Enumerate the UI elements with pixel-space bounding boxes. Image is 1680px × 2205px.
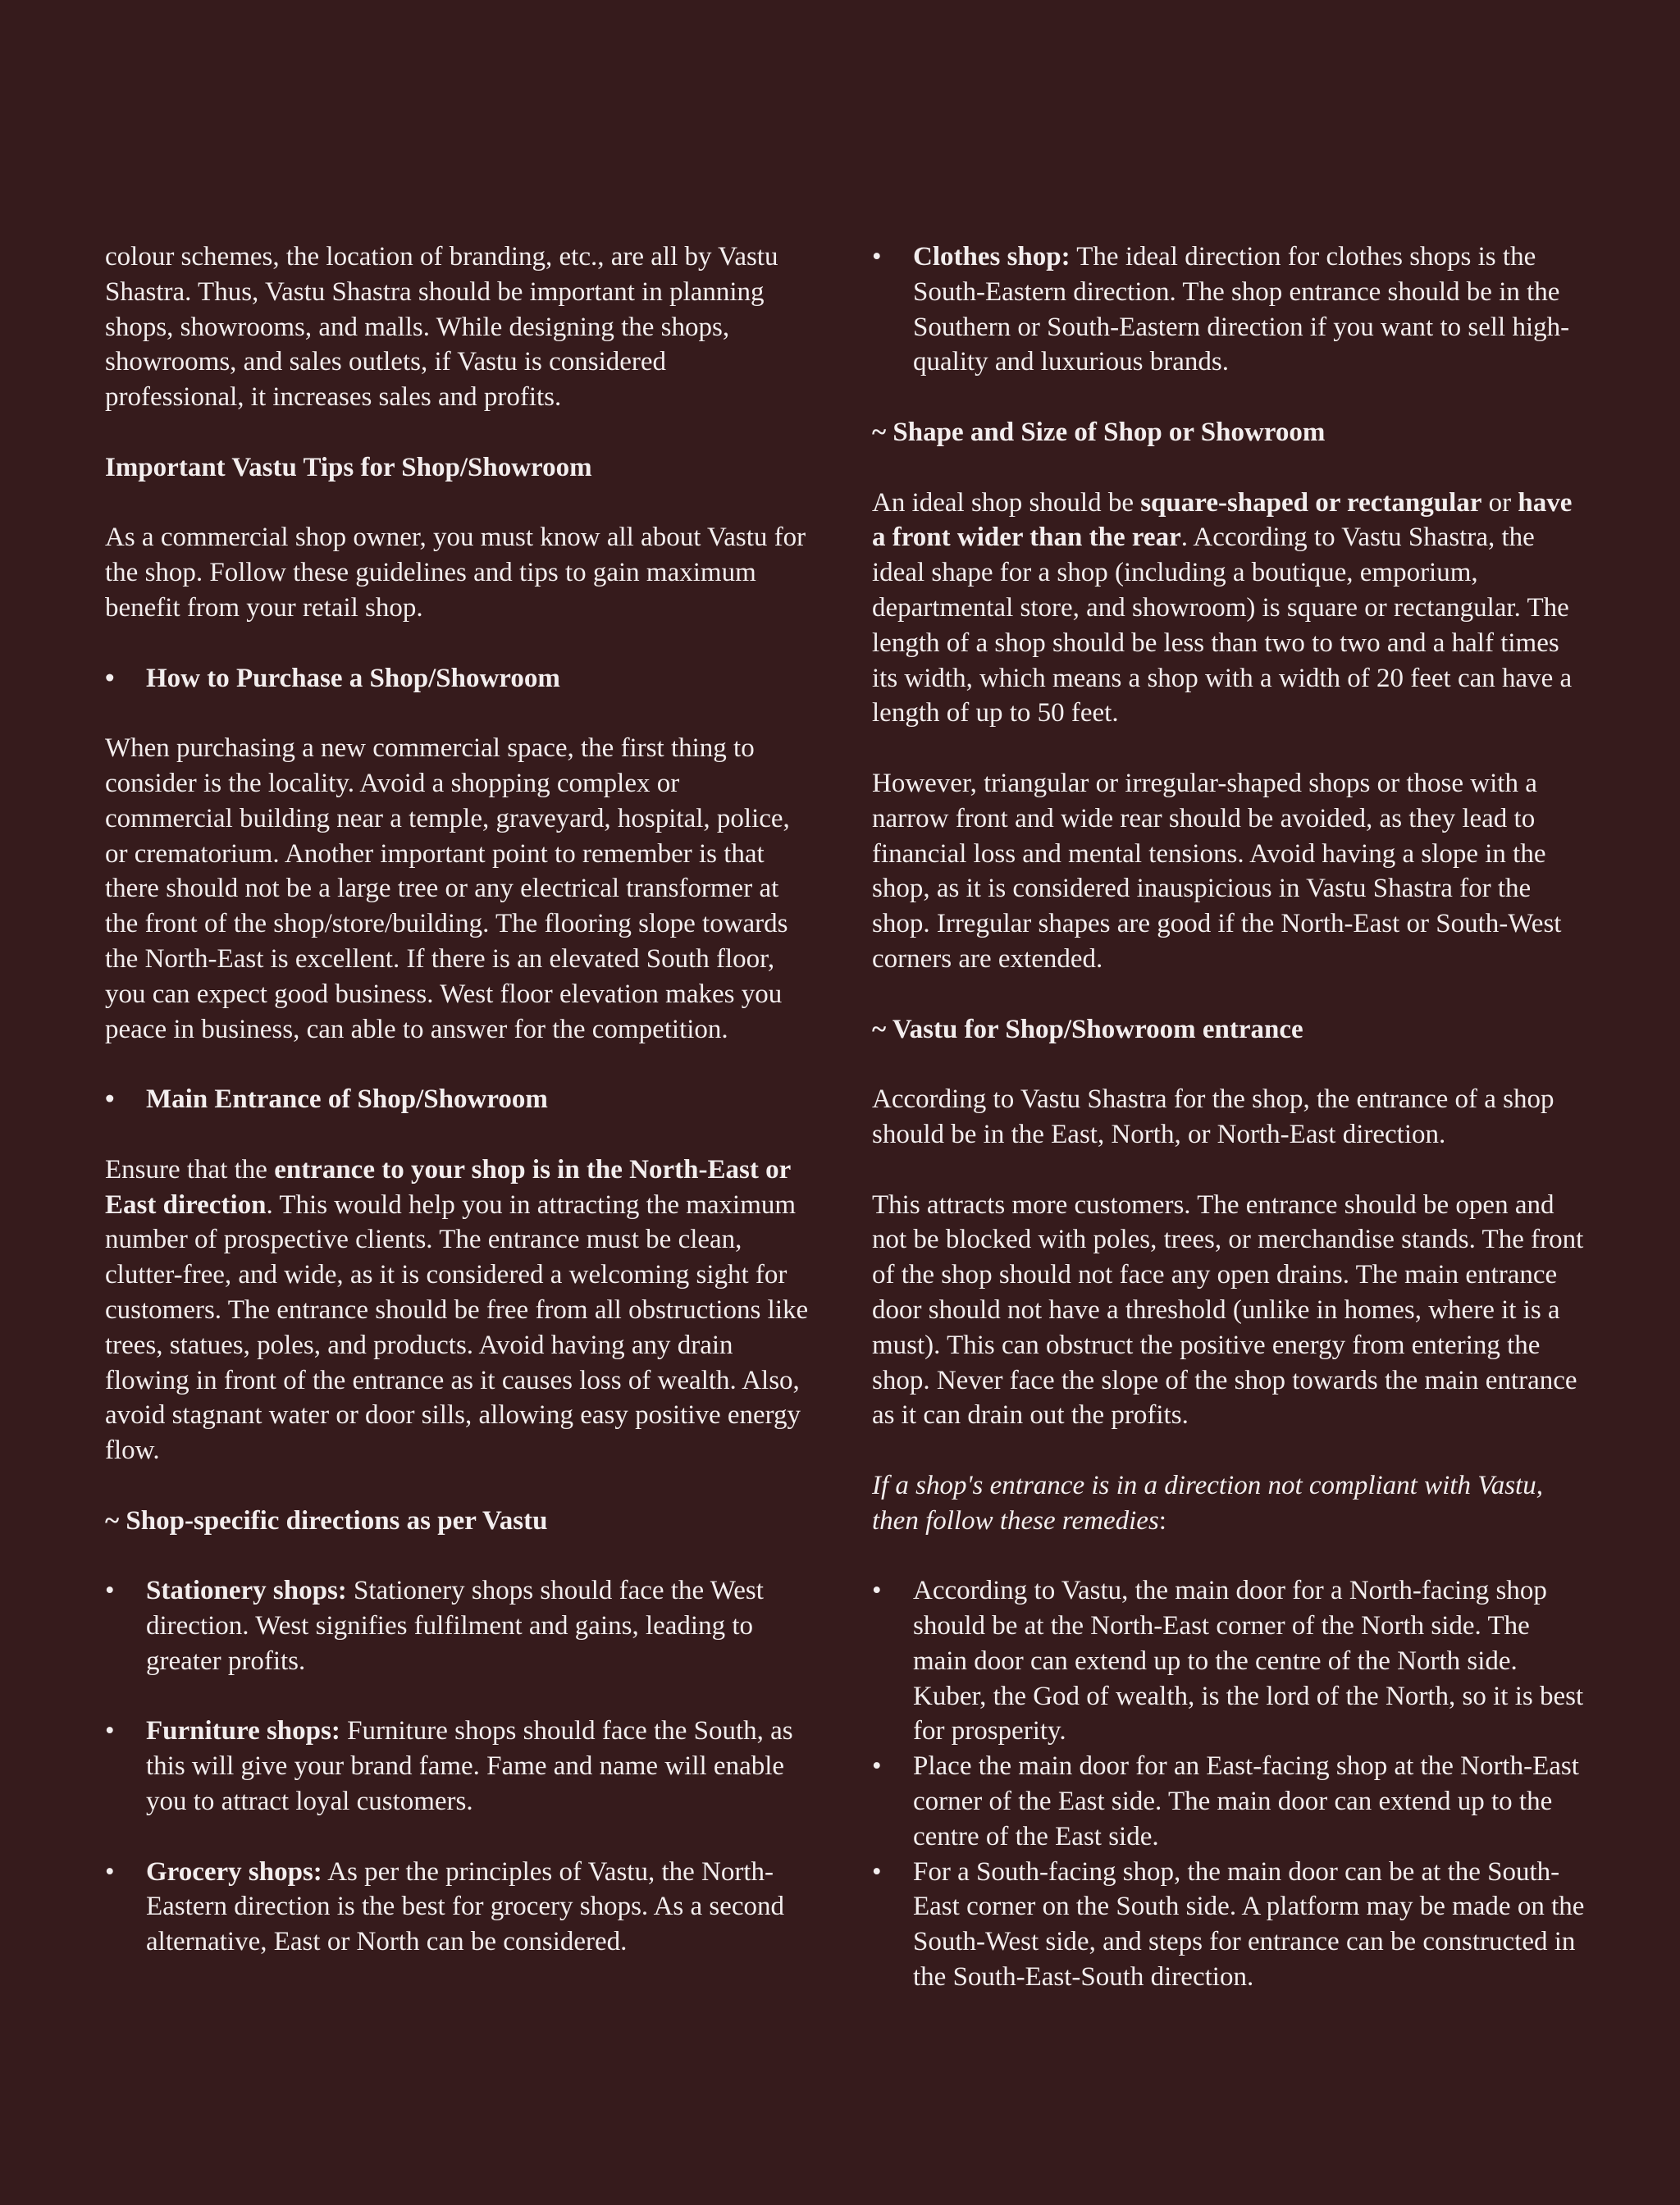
remedies-intro-italic: If a shop's entrance is in a direction not compliant with Vastu, then follow these remedies: [872, 1470, 1543, 1536]
left-column: [105, 240, 810, 1995]
shape-text-pre: An ideal shop should be: [872, 487, 1141, 518]
entrance-text-post: . This would help you in attracting the maximum number of prospective clients. The entrance must be clean, clutter-free, and wide, as it is considered a welcoming sight for customers. The entrance should be free from all obstructions like trees, statues, poles, and products. Avoid having any drain flowing in front of the entrance as it causes loss of wealth. Also, avoid stagnant water or door sills, allowing easy positive energy flow.: [105, 1189, 809, 1466]
remedy-item: • For a South-facing shop, the main door can be at the South-East corner on the South side. A platform may be made on the South-West side, and steps for entrance can be constructed in the South-East-South direction.: [872, 1855, 1587, 1995]
shop-text: As per the principles of Vastu, the North-Eastern direction is the best for grocery shops. As a second alternative, East or North can be considered.: [146, 1856, 785, 1957]
entrance-text-bold: entrance to your shop is in the North-East or East direction: [105, 1154, 791, 1220]
shape-text-bold-1: square-shaped or rectangular: [1140, 487, 1482, 518]
shop-text: Furniture shops should face the South, as this will give your brand fame. Fame and name will enable you to attract loyal customers.: [146, 1716, 793, 1817]
shape-text-bold-2: have a front wider than the rear: [872, 487, 1573, 553]
tips-intro-paragraph: As a commercial shop owner, you must know all about Vastu for the shop. Follow these guidelines and tips to gain maximum benefit from your retail shop.: [105, 523, 806, 623]
purchase-paragraph: When purchasing a new commercial space, the first thing to consider is the locality. Avoid a shopping complex or commercial building near a temple, graveyard, hospital, police, or crematorium. Another important point to remember is that there should not be a large tree or any electrical transformer at the front of the shop/store/building. The flooring slope towards the North-East is excellent. If there is an elevated South floor, you can expect good business. West floor elevation makes you peace in business, can able to answer for the competition.: [105, 733, 790, 1044]
purchase-heading: • How to Purchase a Shop/Showroom: [105, 661, 810, 696]
shop-label: Stationery shops:: [146, 1576, 347, 1606]
shop-item-clothes: [872, 240, 1587, 380]
shop-label: Clothes shop:: [913, 242, 1071, 272]
entrance-vastu-paragraph-2: This attracts more customers. The entrance should be open and not be blocked with poles, trees, or merchandise stands. The front of the shop should not face any open drains. The main entrance door should not have a threshold (unlike in homes, where it is a must). This can obstruct the positive energy from entering the shop. Never face the slope of the shop towards the main entrance as it can drain out the profits.: [872, 1189, 1584, 1431]
shape-text-mid: or: [1481, 487, 1518, 518]
shape-heading: ~ Shape and Size of Shop or Showroom: [872, 417, 1326, 447]
shape-text-post: . According to Vastu Shastra, the ideal shape for a shop (including a boutique, emporium, departmental store, and showroom) is square or rectangular. The length of a shop should be less than two to two and a half times its width, which means a shop with a width of 20 feet can have a length of up to 50 feet.: [872, 523, 1573, 728]
intro-paragraph: colour schemes, the location of branding, etc., are all by Vastu Shastra. Thus, Vastu Shastra should be important in planning shops, showrooms, and malls. While designing the shops, showrooms, and sales outlets, if Vastu is considered professional, it increases sales and profits.: [105, 242, 778, 413]
entrance-text-pre: Ensure that the: [105, 1154, 275, 1185]
shop-text: Stationery shops should face the West direction. West signifies fulfilment and gains, leading to greater profits.: [146, 1576, 764, 1676]
shop-item-furniture: [105, 1714, 810, 1819]
shop-item-grocery: [105, 1855, 810, 1960]
shop-label: Grocery shops:: [146, 1856, 322, 1887]
shop-text: The ideal direction for clothes shops is the South-Eastern direction. The shop entrance should be in the Southern or South-Eastern direction if you want to sell high-quality and luxurious brands.: [913, 242, 1570, 377]
shop-item-stationery: [105, 1573, 810, 1678]
entrance-vastu-heading: ~ Vastu for Shop/Showroom entrance: [872, 1014, 1303, 1044]
entrance-heading: • Main Entrance of Shop/Showroom: [105, 1082, 810, 1117]
remedies-intro-colon: :: [1158, 1505, 1166, 1536]
right-column: [872, 240, 1587, 1995]
shop-label: Furniture shops:: [146, 1716, 340, 1746]
tips-heading: Important Vastu Tips for Shop/Showroom: [105, 452, 592, 482]
remedies-intro: [872, 1468, 1587, 1539]
shape-paragraph-2: However, triangular or irregular-shaped shops or those with a narrow front and wide rear should be avoided, as they lead to financial loss and mental tensions. Avoid having a slope in the shop, as it is considered inauspicious in Vastu Shastra for the shop. Irregular shapes are good if the North-East or South-West corners are extended.: [872, 768, 1562, 974]
entrance-paragraph: [105, 1153, 810, 1468]
entrance-vastu-paragraph-1: According to Vastu Shastra for the shop, the entrance of a shop should be in the East, North, or North-East direction.: [872, 1084, 1554, 1149]
directions-heading: ~ Shop-specific directions as per Vastu: [105, 1505, 548, 1536]
remedy-item: • Place the main door for an East-facing shop at the North-East corner of the East side. The main door can extend up to the centre of the East side.: [872, 1749, 1587, 1854]
shape-paragraph-1: [872, 486, 1587, 732]
remedy-item: • According to Vastu, the main door for a North-facing shop should be at the North-East corner of the North side. The main door can extend up to the centre of the North side. Kuber, the God of wealth, is the lord of the North, so it is best for prosperity.: [872, 1573, 1587, 1749]
